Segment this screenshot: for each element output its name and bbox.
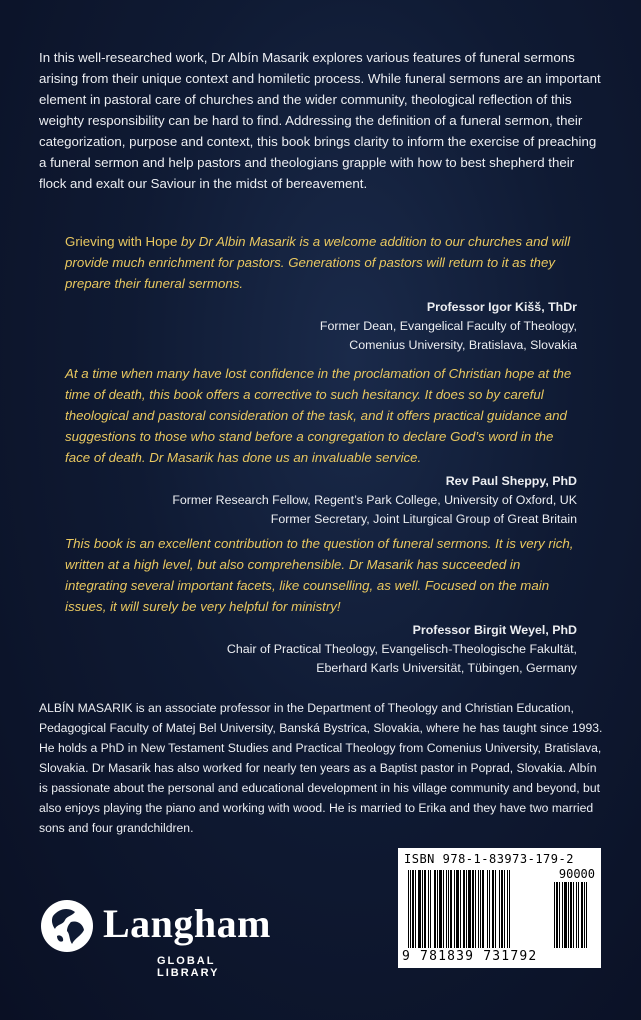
- endorsement-3-attribution: [65, 621, 577, 678]
- endorsement-1: [65, 231, 577, 355]
- endorsement-2-name: Rev Paul Sheppy, PhD: [445, 474, 577, 488]
- price-code: 90000: [558, 867, 595, 881]
- isbn-digits: 9 781839 731792: [402, 949, 538, 964]
- endorsement-1-attribution: [65, 298, 577, 355]
- endorsement-2-line-1: Former Research Fellow, Regent’s Park College, University of Oxford, UK: [172, 493, 577, 507]
- isbn-barcode: [398, 848, 601, 968]
- publisher-name: Langham: [103, 901, 271, 946]
- author-bio: ALBÍN MASARIK is an associate professor in the Department of Theology and Christian Education, Pedagogical Faculty of Matej Bel University, Banská Bystrica, Slovakia, where he has taught since 1993. He holds a PhD in New Testament Studies and Practical Theology from Comenius University, Bratislava, Slovakia. Dr Masarik has also worked for nearly ten years as a Baptist pastor in Poprad, Slovakia. Albín is passionate about the personal and educational development in his village community and beyond, but also enjoys playing the piano and working with wood. He is married to Erika and they have two married sons and four grandchildren.: [39, 701, 603, 835]
- endorsement-1-text: [65, 231, 577, 294]
- endorsement-1-body: by Dr Albin Masarik is a welcome addition to our churches and will provide much enrichment for pastors. Generations of pastors will return to it as they prepare their funeral sermons.: [65, 234, 571, 291]
- endorsement-3-name: Professor Birgit Weyel, PhD: [412, 623, 577, 637]
- addon-barcode-bars: [554, 882, 594, 948]
- endorsement-1-line-1: Former Dean, Evangelical Faculty of Theology,: [319, 319, 577, 333]
- globe-icon: [39, 898, 95, 954]
- publisher-tagline: GLOBAL LIBRARY: [157, 955, 220, 979]
- isbn-label: ISBN 978-1-83973-179-2: [404, 852, 574, 866]
- endorsement-3-line-1: Chair of Practical Theology, Evangelisch-Theologische Fakultät,: [226, 642, 577, 656]
- endorsement-2-line-2: Former Secretary, Joint Liturgical Group of Great Britain: [270, 512, 577, 526]
- endorsement-1-name: Professor Igor Kišš, ThDr: [426, 300, 577, 314]
- book-blurb: In this well-researched work, Dr Albín Masarik explores various features of funeral sermons arising from their unique context and homiletic process. While funeral sermons are an important element in pastoral care of churches and the wider community, theological reflection of this weighty responsibility can be hard to find. Addressing the definition of a funeral sermon, their categorization, purpose and context, this book brings clarity to inform the exercise of preaching a funeral sermon and help pastors and theologians grapple with how to best shepherd their flock and exalt our Saviour in the midst of bereavement.: [39, 50, 601, 191]
- barcode-bars: [408, 870, 548, 948]
- endorsement-2-text: At a time when many have lost confidence in the proclamation of Christian hope at the time of death, this book offers a corrective to such hesitancy. It does so by careful theological and pastoral consideration of the task, and it offers practical guidance and suggestions to those who stand before a congregation to declare God’s word in the face of death. Dr Masarik has done us an invaluable service.: [65, 366, 572, 465]
- endorsement-2: [65, 363, 577, 529]
- endorsement-2-attribution: [65, 472, 577, 529]
- endorsement-3-line-2: Eberhard Karls Universität, Tübingen, Germany: [316, 661, 577, 675]
- endorsement-1-book-title: Grieving with Hope: [65, 234, 178, 249]
- publisher-logo: [39, 898, 279, 979]
- endorsement-1-line-2: Comenius University, Bratislava, Slovakia: [349, 338, 577, 352]
- barcode-stripe: [586, 882, 587, 948]
- endorsement-3: [65, 533, 577, 678]
- barcode-space: [510, 870, 511, 948]
- endorsement-3-text: This book is an excellent contribution to the question of funeral sermons. It is very rich, written at a high level, but also comprehensible. Dr Masarik has succeeded in integrating several important facets, like counselling, as well. Focused on the main issues, it will surely be very helpful for ministry!: [65, 536, 574, 614]
